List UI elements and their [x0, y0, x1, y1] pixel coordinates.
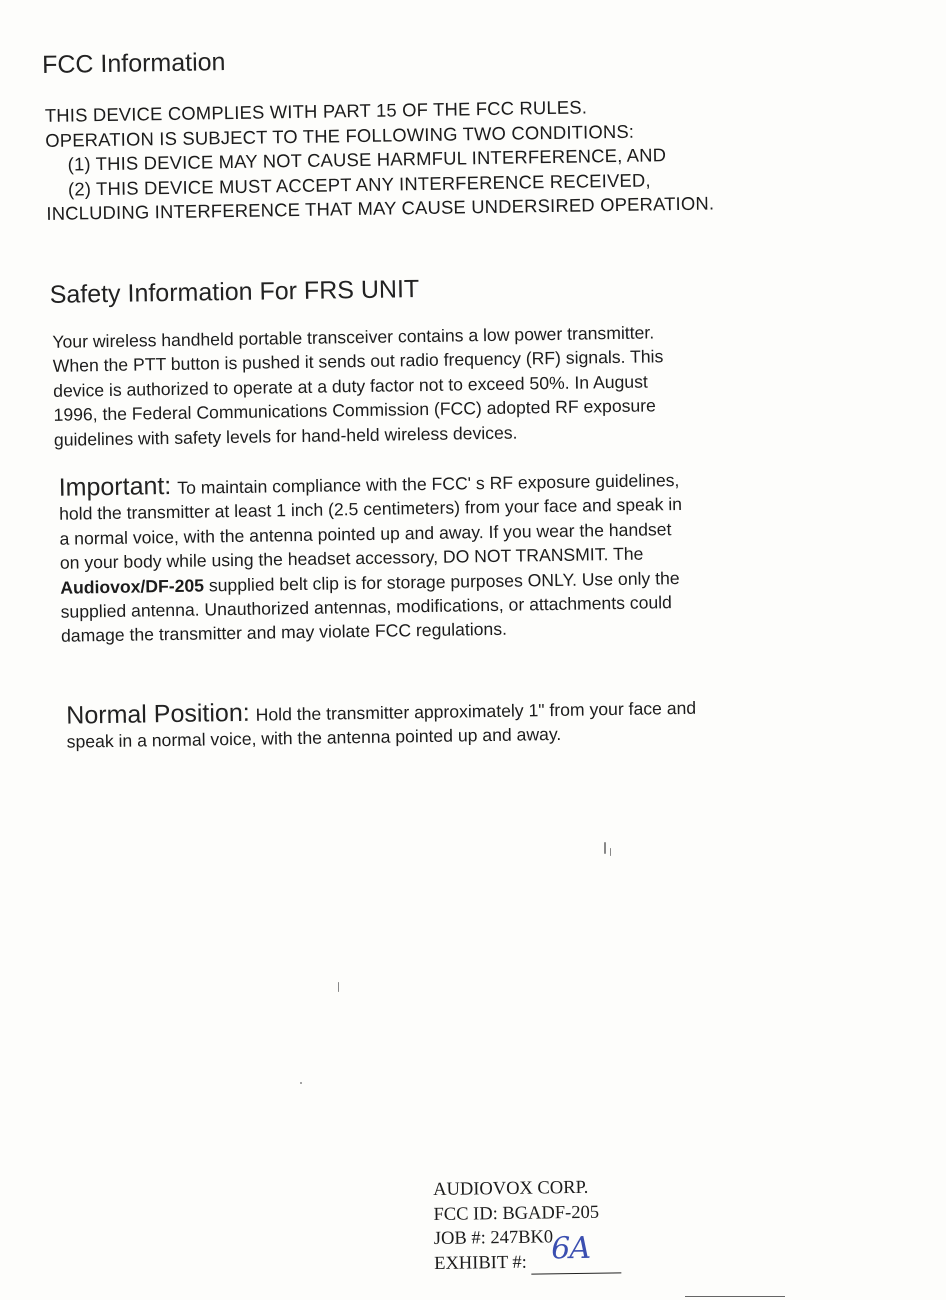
- fcc-condition-1: (1) THIS DEVICE MAY NOT CAUSE HARMFUL INTERFERENCE, AND: [67, 144, 667, 175]
- fcc-information-heading: FCC Information: [41, 48, 226, 79]
- fcc-line-1: THIS DEVICE COMPLIES WITH PART 15 OF THE FCC RULES.: [44, 96, 588, 126]
- safety-paragraph: [52, 317, 854, 452]
- handwritten-exhibit-number: 6A: [551, 1230, 591, 1267]
- stamp-company: AUDIOVOX CORP.: [433, 1177, 589, 1200]
- normal-line-2: speak in a normal voice, with the antenna pointed up and away.: [66, 724, 562, 753]
- scan-speck: [338, 982, 339, 992]
- important-paragraph: [59, 463, 862, 648]
- normal-text-1: Hold the transmitter approximately 1" from your face and: [255, 697, 697, 725]
- safety-line-3: device is authorized to operate at a duty factor not to exceed 50%. In August: [53, 371, 648, 401]
- stamp-exhibit-label: EXHIBIT #:: [434, 1252, 527, 1274]
- fcc-compliance-statement: [45, 91, 847, 226]
- normal-position-paragraph: [66, 691, 867, 754]
- exhibit-number-blank: [531, 1230, 621, 1274]
- scan-speck: [300, 1082, 302, 1084]
- bottom-scan-line: [685, 1296, 785, 1297]
- safety-line-1: Your wireless handheld portable transceiver contains a low power transmitter.: [52, 322, 655, 352]
- safety-line-5: guidelines with safety levels for hand-held wireless devices.: [53, 422, 518, 450]
- important-text-5: supplied belt clip is for storage purposes ONLY. Use only the: [203, 567, 680, 596]
- normal-position-lead: Normal Position:: [66, 698, 250, 730]
- important-line-6: supplied antenna. Unauthorized antennas, modifications, or attachments could: [60, 592, 673, 622]
- fcc-line-2: OPERATION IS SUBJECT TO THE FOLLOWING TWO CONDITIONS:: [45, 120, 635, 151]
- fcc-condition-2: (2) THIS DEVICE MUST ACCEPT ANY INTERFERENCE RECEIVED,: [67, 168, 651, 200]
- safety-line-4: 1996, the Federal Communications Commission (FCC) adopted RF exposure: [53, 395, 657, 426]
- fcc-line-5: INCLUDING INTERFERENCE THAT MAY CAUSE UNDERSIRED OPERATION.: [46, 192, 715, 224]
- important-lead: Important:: [58, 471, 172, 502]
- important-line-4: on your body while using the headset accessory, DO NOT TRANSMIT. The: [59, 543, 644, 573]
- scan-speck: [604, 842, 606, 854]
- model-name: Audiovox/DF-205: [60, 575, 205, 598]
- exhibit-stamp: [433, 1175, 622, 1276]
- important-line-2: hold the transmitter at least 1 inch (2.5 centimeters) from your face and speak in: [58, 494, 683, 525]
- important-line-3: a normal voice, with the antenna pointed up and away. If you wear the handset: [59, 518, 672, 549]
- stamp-job-number: JOB #: 247BK0: [433, 1227, 554, 1249]
- scan-speck: [610, 848, 611, 856]
- safety-line-2: When the PTT button is pushed it sends out radio frequency (RF) signals. This: [52, 346, 664, 377]
- important-text-1: To maintain compliance with the FCC' s RF exposure guidelines,: [177, 470, 680, 498]
- important-line-7: damage the transmitter and may violate FCC regulations.: [60, 619, 508, 647]
- stamp-fcc-id: FCC ID: BGADF-205: [433, 1202, 600, 1225]
- safety-information-heading: Safety Information For FRS UNIT: [49, 275, 420, 309]
